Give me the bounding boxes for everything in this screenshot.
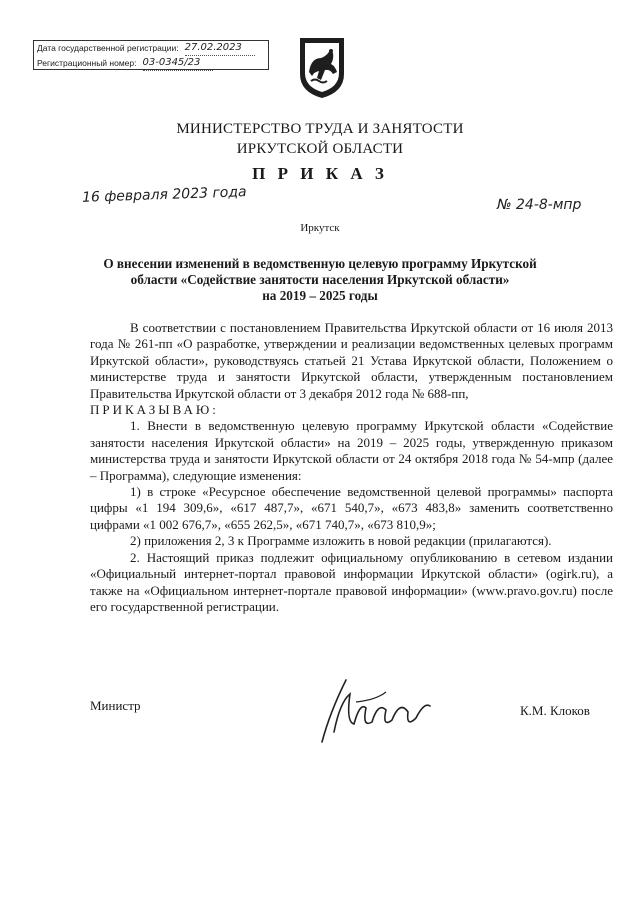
document-type: П Р И К А З: [252, 164, 388, 183]
paragraph-preamble: В соответствии с постановлением Правительства Иркутской области от 16 июля 2013 года № 261-пп «О разработке, утверждении и реализации ведомственных целевых программ Иркутской области», руководствуясь статьей 21 Устава Иркутской области, Положением о министерстве труда и занятости Иркутской области, утвержденным постановлением Правительства Иркутской области от 3 декабря 2012 года № 688-пп,: [90, 320, 613, 401]
document-title: [90, 256, 550, 304]
registration-stamp: [33, 40, 269, 70]
paragraph-item-2: 2. Настоящий приказ подлежит официальному опубликованию в сетевом издании «Официальный интернет-портал правовой информации Иркутской области» (ogirk.ru), а также на «Официальном интернет-портале правовой информации» (www.pravo.gov.ru) после его государственной регистрации.: [90, 549, 613, 614]
document-body: [90, 320, 613, 615]
signatory-position: Министр: [90, 698, 141, 713]
handwritten-signature: [316, 672, 436, 752]
registration-date-value: 27.02.2023: [185, 41, 255, 56]
document-date: 16 февраля 2023 года: [81, 184, 247, 206]
ministry-name-line1: МИНИСТЕРСТВО ТРУДА И ЗАНЯТОСТИ: [176, 121, 464, 137]
registration-date-label: Дата государственной регистрации:: [37, 43, 179, 53]
paragraph-subitem-2: 2) приложения 2, 3 к Программе изложить в новой редакции (прилагаются).: [130, 533, 552, 549]
paragraph-item-1: 1. Внести в ведомственную целевую программу Иркутской области «Содействие занятости населения Иркутской области» на 2019 – 2025 годы, утвержденную приказом министерства труда и занятости Иркутской области от 24 октября 2018 года № 54-мпр (далее – Программа), следующие изменения:: [90, 418, 613, 483]
title-line1: О внесении изменений в ведомственную целевую программу Иркутской: [103, 256, 537, 271]
paragraph-order: ПРИКАЗЫВАЮ:: [90, 402, 219, 418]
title-line3: на 2019 – 2025 годы: [262, 288, 378, 303]
paragraph-subitem-1: 1) в строке «Ресурсное обеспечение ведомственной целевой программы» паспорта цифры «1 194 309,6», «617 487,7», «671 540,7», «673 483,8» заменить соответственно цифрами «1 002 676,7», «655 262,5», «671 740,7», «673 810,9»;: [90, 484, 613, 532]
signatory-name: К.М. Клоков: [520, 703, 590, 718]
ministry-name-line2: ИРКУТСКОЙ ОБЛАСТИ: [236, 141, 404, 157]
title-line2: области «Содействие занятости населения Иркутской области»: [130, 272, 510, 287]
registration-number-value: 03-0345/23: [143, 56, 213, 71]
document-number: № 24-8-мпр: [497, 197, 582, 213]
coat-of-arms-icon: [297, 34, 347, 100]
document-city: Иркутск: [300, 222, 340, 234]
registration-number-label: Регистрационный номер:: [37, 58, 137, 68]
